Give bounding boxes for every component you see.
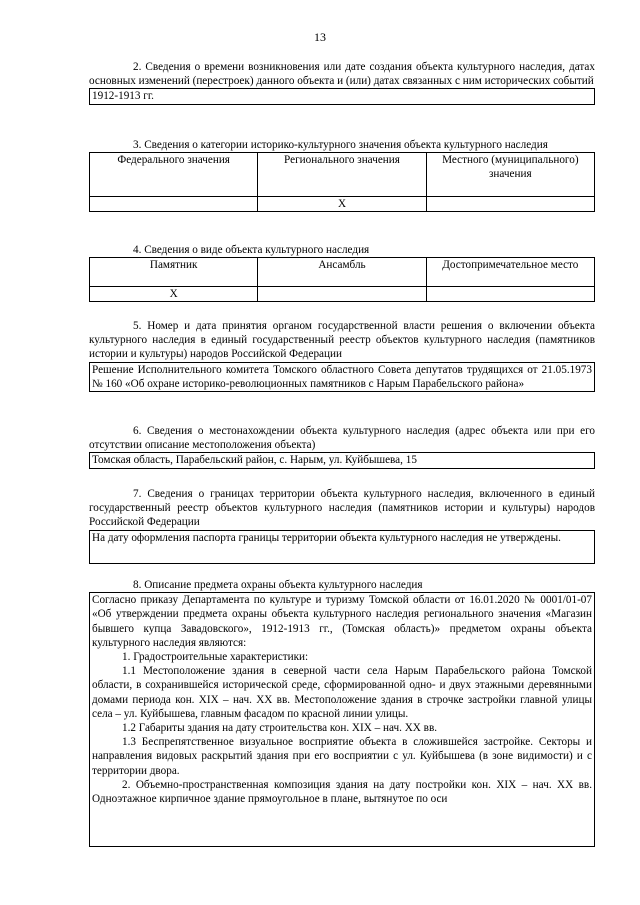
section-7-value: На дату оформления паспорта границы территории объекта культурного наследия не утверждены. — [89, 530, 595, 564]
section-7-heading: 7. Сведения о границах территории объекта культурного наследия, включенного в единый государственный реестр объектов культурного наследия (памятников истории и культуры) народов Российской Федерации — [89, 488, 595, 529]
section-8-item-1: 1. Градостроительные характеристики: — [122, 651, 309, 664]
section-2 — [89, 60, 595, 105]
kind-monument-mark: Х — [90, 287, 258, 302]
section-4-heading: 4. Сведения о виде объекта культурного наследия — [133, 244, 370, 256]
kind-table — [89, 257, 595, 302]
category-federal-header: Федерального значения — [90, 153, 258, 197]
section-5-heading: 5. Номер и дата принятия органом государственной власти решения о включении объекта культурного наследия в единый государственный реестр объектов культурного наследия (памятников истории и культуры) народов Российской Федерации — [89, 320, 595, 361]
section-3-heading: 3. Сведения о категории историко-культурного значения объекта культурного наследия — [133, 139, 548, 151]
section-8-heading: 8. Описание предмета охраны объекта культурного наследия — [133, 579, 423, 591]
kind-ensemble-header: Ансамбль — [258, 258, 426, 287]
section-6-value: Томская область, Парабельский район, с. Нарым, ул. Куйбышева, 15 — [89, 452, 595, 468]
kind-landmark-header: Достопримечательное место — [426, 258, 594, 287]
kind-monument-header: Памятник — [90, 258, 258, 287]
category-regional-mark: Х — [258, 197, 426, 212]
page-number: 13 — [314, 30, 326, 44]
section-8-item-1-1: 1.1 Местоположение здания в северной части села Нарым Парабельского района Томской области, в сохранившейся исторической среде, сформированной одно- и двух этажными деревянными домами периода кон. XIX – нач. XX вв. Местоположение здания в строчке застройки главной улицы села – ул. Куйбышева, главным фасадом по красной линии улицы. — [92, 665, 592, 720]
section-6 — [89, 424, 595, 469]
section-2-heading: 2. Сведения о времени возникновения или дате создания объекта культурного наследия, датах основных изменений (перестроек) данного объекта и (или) датах связанных с ним исторических событий — [89, 61, 595, 88]
category-local-mark — [426, 197, 594, 212]
section-8-intro: Согласно приказу Департамента по культуре и туризму Томской области от 16.01.2020 № 0001/01-07 «Об утверждении предмета охраны объекта культурного наследия регионального значения «Магазин бывшего купца Завадовского», 1912-1913 гг., (Томская область)» предметом охраны объекта культурного наследия являются: — [92, 594, 592, 649]
section-6-heading: 6. Сведения о местонахождении объекта культурного наследия (адрес объекта или при его отсутствии описание местоположения объекта) — [89, 425, 595, 452]
category-table — [89, 152, 595, 212]
section-8-item-2: 2. Объемно-пространственная композиция здания на дату постройки кон. XIX – нач. XX вв. Одноэтажное кирпичное здание прямоугольное в плане, вытянутое по оси — [92, 778, 592, 806]
section-7 — [89, 487, 595, 564]
kind-ensemble-mark — [258, 287, 426, 302]
section-5-value: Решение Исполнительного комитета Томского областного Совета депутатов трудящихся от 21.05.1973 № 160 «Об охране историко-революционных памятников с Нарым Парабельского района» — [89, 362, 595, 392]
section-5 — [89, 319, 595, 392]
section-8-body — [89, 592, 595, 847]
section-8-item-1-2: 1.2 Габариты здания на дату строительства кон. XIX – нач. XX вв. — [122, 722, 438, 735]
category-federal-mark — [90, 197, 258, 212]
section-8-item-1-3: 1.3 Беспрепятственное визуальное восприятие объекта в сложившейся застройке. Секторы и направления видовых раскрытий здания при его восприятии с ул. Куйбышева (в зоне видимости) и с территории двора. — [92, 736, 592, 777]
section-2-value: 1912-1913 гг. — [89, 88, 595, 104]
section-4 — [89, 243, 595, 302]
category-local-header: Местного (муниципального) значения — [426, 153, 594, 197]
section-3 — [89, 138, 595, 212]
kind-landmark-mark — [426, 287, 594, 302]
category-regional-header: Регионального значения — [258, 153, 426, 197]
section-8 — [89, 578, 595, 847]
